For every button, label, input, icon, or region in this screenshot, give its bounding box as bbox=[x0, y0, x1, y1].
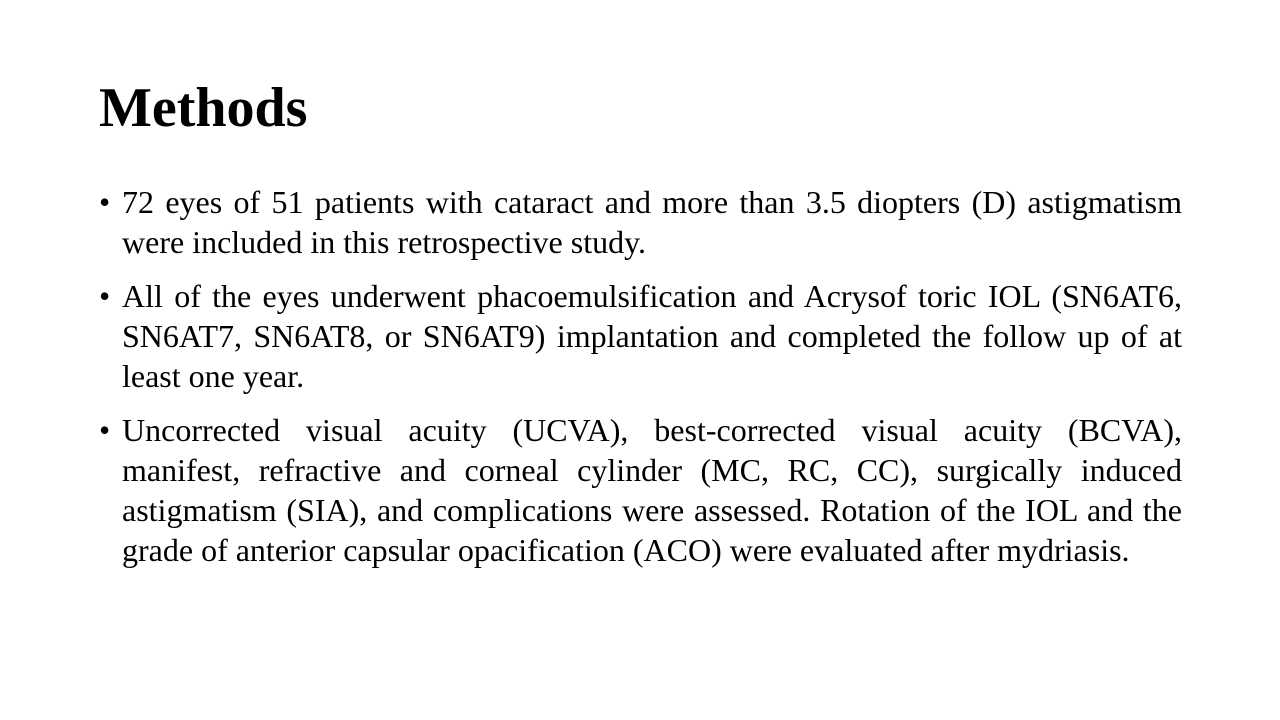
bullet-item bbox=[99, 276, 1182, 396]
bullet-item bbox=[99, 410, 1182, 570]
bullet-point-icon: • bbox=[99, 278, 111, 314]
bullet-item bbox=[99, 182, 1182, 262]
bullet-text: 72 eyes of 51 patients with cataract and more than 3.5 diopters (D) astigmatism were included in this retrospective study. bbox=[122, 184, 1182, 260]
slide-title: Methods bbox=[99, 77, 308, 139]
bullet-text: Uncorrected visual acuity (UCVA), best-corrected visual acuity (BCVA), manifest, refractive and corneal cylinder (MC, RC, CC), surgically induced astigmatism (SIA), and complications were assessed. Rotation of the IOL and the grade of anterior capsular opacification (ACO) were evaluated after mydriasis. bbox=[122, 412, 1182, 568]
bullet-point-icon: • bbox=[99, 412, 111, 448]
bullet-text: All of the eyes underwent phacoemulsification and Acrysof toric IOL (SN6AT6, SN6AT7, SN6AT8, or SN6AT9) implantation and completed the follow up of at least one year. bbox=[122, 278, 1182, 394]
bullet-list bbox=[99, 182, 1182, 584]
bullet-point-icon: • bbox=[99, 184, 111, 220]
